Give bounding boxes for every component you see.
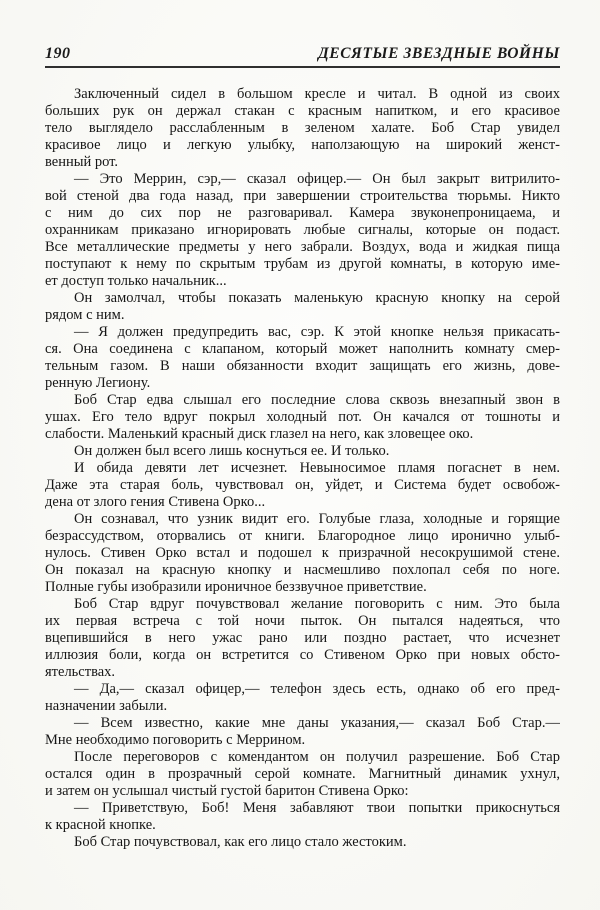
paragraph <box>45 596 560 681</box>
text-line: ренную Легиону. <box>45 375 151 391</box>
text-line: Все металлические предметы у него забрали. Воздух, вода и жидкая пища <box>45 239 560 255</box>
running-head <box>45 45 560 68</box>
text-line: — Приветствую, Боб! Меня забавляют твои попытки прикоснуться <box>74 800 560 816</box>
text-line: Он показал на красную кнопку и насмешливо похлопал себя по ноге. <box>45 562 560 578</box>
text-line: венный рот. <box>45 154 119 170</box>
text-line: и затем он услышал чистый густой баритон Стивена Орко: <box>45 783 409 799</box>
text-line: безрассудством, оторвались от книги. Благородное лицо иронично улыб- <box>45 528 560 544</box>
paragraph <box>45 392 560 443</box>
text-line: дена от злого гения Стивена Орко... <box>45 494 266 510</box>
text-line: охранникам приказано игнорировать любые сигналы, которые он подаст. <box>45 222 560 238</box>
paragraph <box>45 443 560 460</box>
text-line: Боб Стар вдруг почувствовал желание поговорить с ним. Это была <box>74 596 560 612</box>
text-line: их первая встреча с той ночи пыток. Он пытался надеяться, что <box>45 613 560 629</box>
text-line: Боб Стар едва слышал его последние слова сквозь внезапный звон в <box>74 392 560 408</box>
paragraph <box>45 834 560 851</box>
text-line: тело выглядело расслабленным в зеленом халате. Боб Стар увидел <box>45 120 560 136</box>
text-line: ушах. Его тело вдруг покрыл холодный пот. Он качался от тошноты и <box>45 409 560 425</box>
paragraph <box>45 86 560 171</box>
text-line: Полные губы изобразили ироничное беззвучное приветствие. <box>45 579 427 595</box>
text-line: ся. Она соединена с клапаном, который может наполнить комнату смер- <box>45 341 560 357</box>
text-line: вой стеной два года назад, при завершении строительства тюрьмы. Никто <box>45 188 560 204</box>
paragraph <box>45 324 560 392</box>
running-title: ДЕСЯТЫЕ ЗВЕЗДНЫЕ ВОЙНЫ <box>318 45 560 62</box>
text-line: остался один в прозрачный серой комнате. Магнитный динамик ухнул, <box>45 766 560 782</box>
text-line: После переговоров с комендантом он получил разрешение. Боб Стар <box>74 749 560 765</box>
page-number: 190 <box>45 45 71 62</box>
paragraph <box>45 171 560 290</box>
text-line: — Это Меррин, сэр,— сказал офицер.— Он был закрыт витрилито- <box>74 171 560 187</box>
paragraph <box>45 290 560 324</box>
text-line: вцепившийся в него ужас рано или поздно растает, что исчезнет <box>45 630 560 646</box>
text-line: нулось. Стивен Орко встал и подошел к призрачной несокрушимой стене. <box>45 545 560 561</box>
text-line: больших рук он держал стакан с красным напитком, и его красивое <box>45 103 560 119</box>
text-line: с ним до сих пор не разговаривал. Камера звуконепроницаема, и <box>45 205 560 221</box>
paragraph <box>45 749 560 800</box>
text-line: красивое лицо и легкую улыбку, наползающую на широкий женст- <box>45 137 560 153</box>
text-line: рядом с ним. <box>45 307 125 323</box>
text-line: ет доступ только начальник... <box>45 273 227 289</box>
text-line: — Всем известно, какие мне даны указания,— сказал Боб Стар.— <box>74 715 560 731</box>
text-line: ятельствах. <box>45 664 116 680</box>
text-line: Мне необходимо поговорить с Меррином. <box>45 732 306 748</box>
text-line: — Я должен предупредить вас, сэр. К этой кнопке нельзя прикасать- <box>74 324 560 340</box>
text-line: назначении забыли. <box>45 698 168 714</box>
text-line: к красной кнопке. <box>45 817 156 833</box>
paragraph <box>45 715 560 749</box>
text-block <box>45 86 560 851</box>
text-line: поступают к нему по скрытым трубам из другой комнаты, в которую име- <box>45 256 560 272</box>
text-line: Он должен был всего лишь коснуться ее. И только. <box>74 443 390 459</box>
text-line: — Да,— сказал офицер,— телефон здесь есть, однако об его пред- <box>74 681 560 697</box>
text-line: слабости. Маленький красный диск глазел на него, как зловещее око. <box>45 426 474 442</box>
paragraph <box>45 800 560 834</box>
text-line: Боб Стар почувствовал, как его лицо стало жестоким. <box>74 834 407 850</box>
text-line: тельным газом. В наши обязанности входит защищать его жизнь, дове- <box>45 358 560 374</box>
text-line: Он замолчал, чтобы показать маленькую красную кнопку на серой <box>74 290 560 306</box>
paragraph <box>45 681 560 715</box>
text-line: Даже эта старая боль, чувствовал он, уйдет, и Система будет освобож- <box>45 477 560 493</box>
paragraph <box>45 511 560 596</box>
paragraph <box>45 460 560 511</box>
text-line: Заключенный сидел в большом кресле и читал. В одной из своих <box>74 86 560 102</box>
text-line: И обида девяти лет исчезнет. Невыносимое пламя погаснет в нем. <box>74 460 560 476</box>
text-line: Он сознавал, что узник видит его. Голубые глаза, холодные и горящие <box>74 511 560 527</box>
text-line: иллюзия боли, когда он встретится со Стивеном Орко при новых обсто- <box>45 647 560 663</box>
